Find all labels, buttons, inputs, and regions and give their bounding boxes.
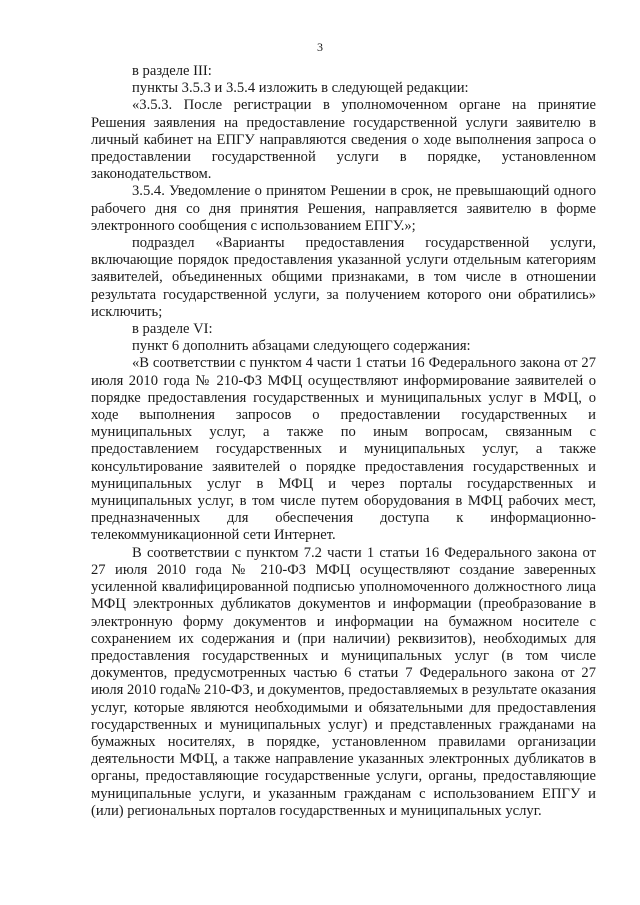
paragraph-item-6-intro: пункт 6 дополнить абзацами следующего содержания: [132,338,471,355]
paragraph-subsection-exclusion: подраздел «Варианты предоставления государственной услуги, включающие порядок предоставления указанной услуги отдельным категориям заявителей, объединенных общими признаками, в том числе в отношении результата государственной услуги, за получением которого они обратились» исключить; [91,235,596,320]
paragraph-mfc-electronic-duplicates: В соответствии с пунктом 7.2 части 1 статьи 16 Федерального закона от 27 июля 2010 года № 210-ФЗ МФЦ осуществляют создание заверенных усиленной квалифицированной подписью уполномоченного должностного лица МФЦ электронных дубликатов документов и информации (преобразование в электронную форму документов и информации на бумажном носителе с сохранением их содержания и (при наличии) реквизитов), необходимых для предоставления государственных и муниципальных услуг (в том числе документов, предусмотренных частью 6 статьи 7 Федерального закона от 27 июля 2010 года№ 210-ФЗ, и документов, предоставляемых в результате оказания услуг, которые являются необходимыми и обязательными для предоставления государственных и муниципальных услуг) и представленных гражданами на бумажных носителях, в порядке, установленном правилами организации деятельности МФЦ, а также направление указанных электронных дубликатов в органы, предоставляющие государственные услуги, органы, предоставляющие муниципальные услуги, и указанным гражданам с использованием ЕПГУ и (или) региональных порталов государственных и муниципальных услуг. [91,544,596,819]
paragraph-items-intro: пункты 3.5.3 и 3.5.4 изложить в следующей редакции: [132,80,469,97]
paragraph-3-5-4: 3.5.4. Уведомление о принятом Решении в срок, не превышающий одного рабочего дня со дня принятия Решения, направляется заявителю в форме электронного сообщения с использованием ЕПГУ.»; [91,183,596,234]
document-body [91,63,596,820]
paragraph-mfc-informing: «В соответствии с пунктом 4 части 1 статьи 16 Федерального закона от 27 июля 2010 года № 210-ФЗ МФЦ осуществляют информирование заявителей о порядке предоставления государственных и муниципальных услуг в МФЦ, о ходе выполнения запросов о предоставлении государственных и муниципальных услуг, а также по иным вопросам, связанным с предоставлением государственных и муниципальных услуг, а также консультирование заявителей о порядке предоставления государственных и муниципальных услуг в МФЦ и через порталы государственных и муниципальных услуг, в том числе путем оборудования в МФЦ рабочих мест, предназначенных для обеспечения доступа к информационно-телекоммуникационной сети Интернет. [91,355,596,544]
paragraph-3-5-3: «3.5.3. После регистрации в уполномоченном органе на принятие Решения заявления на предоставление государственной услуги заявителю в личный кабинет на ЕПГУ направляются сведения о ходе выполнения запроса о предоставлении государственной услуги в порядке, установленном законодательством. [91,97,596,183]
paragraph-section-6-heading: в разделе VI: [132,321,213,338]
paragraph-section-3-heading: в разделе III: [132,63,212,79]
page-number: 3 [317,40,323,54]
